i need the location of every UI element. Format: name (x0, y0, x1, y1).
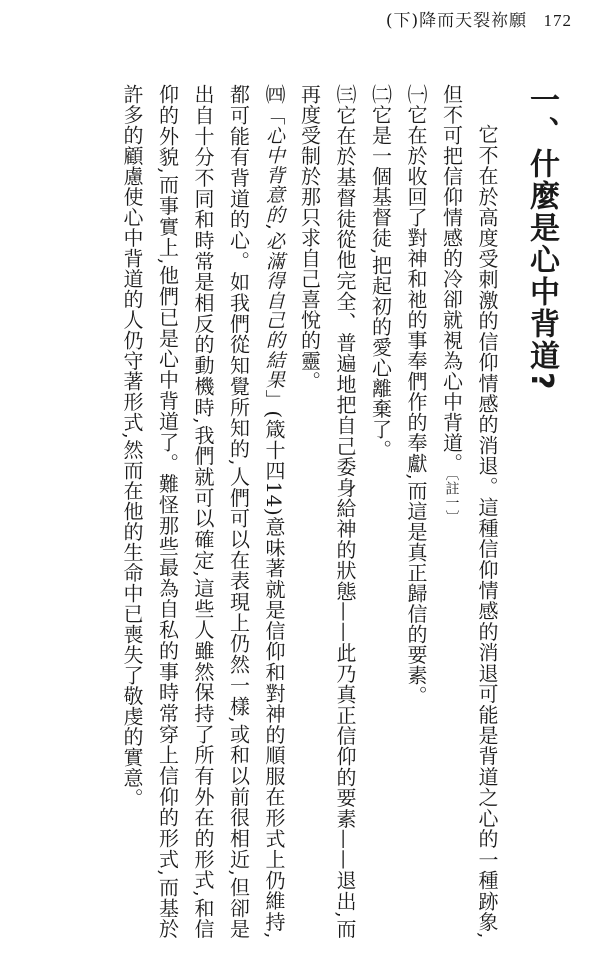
running-head-title: (下)降而天裂祢願 (385, 11, 528, 31)
running-head (386, 6, 572, 31)
point-one: ㈠它在於收回了對神和祂的事奉們作的奉獻,而這是真正歸信的要素。 (404, 84, 428, 706)
intro-paragraph (433, 84, 504, 939)
point-four-text: 」(箴十四14)意味著就是信仰和對神的順服在形式上仍維持,都可能有背道的心。如我們從知覺所知的,人們可以在表現上仍然一樣,或和以前很相近,但卻是出自十分不同和時常是相反的動機時,我們就可以確定,這些人雖然保持了所有外在的形式,和信仰的外貌,而事實上,他們已是心中背道了。難怪那些最為自私的事時常穿上信仰的形式,而基於許多的顧慮使心中背道的人仍守著形式,然而在他的生命中已喪失了敬虔的實意。 (120, 84, 286, 940)
point-four-start: ㈣「 (262, 84, 286, 126)
point-four (114, 84, 292, 939)
point-two: ㈡它是一個基督徒,把起初的愛心離棄了。 (368, 84, 393, 460)
footnote-marker: 〔註一〕 (443, 473, 460, 525)
point-three: ㈢它在於基督徒從他完全、普遍地把自己委身給神的狀態——此乃真正信仰的要素——退出,而再度受制於那只求自己喜悅的靈。 (297, 84, 357, 939)
scripture-quote: 心中背意的,必滿得自己的結果 (263, 125, 285, 390)
page-number: 172 (543, 11, 572, 30)
section-heading: 一、什麼是心中背道? (524, 84, 559, 392)
intro-text: 它不在於高度受刺激的信仰情感的消退。這種信仰情感的消退可能是背道之心的一種跡象,但不可把信仰情感的冷卻就視為心中背道。 (439, 84, 499, 939)
body-text (26, 84, 566, 939)
